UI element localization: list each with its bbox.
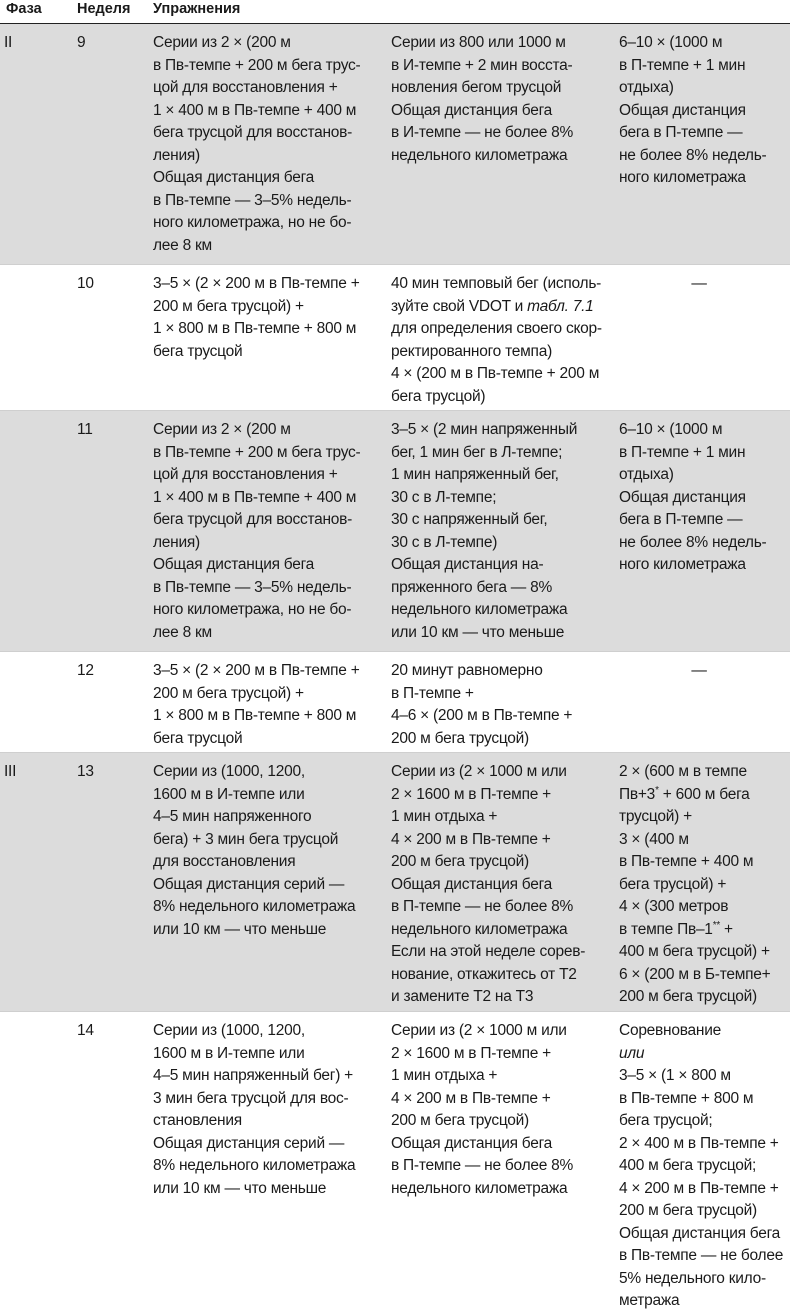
exercise-1-cell: Серии из 2 × (200 м в Пв-темпе + 200 м бега трус- цой для восстановления + 1 × 400 м в Пв-темпе + 400 м бега трусцой для восстанов- ления) Общая дистанция бега в Пв-темпе — 3–5% недель- ного километража, но не бо- лее 8 км [153,421,361,641]
exercise-2-cell: 20 минут равномерно в П-темпе + 4–6 × (200 м в Пв-темпе + 200 м бега трусцой) [391,662,573,747]
header-week: Неделя [77,1,131,17]
exercise-1-cell: 3–5 × (2 × 200 м в Пв-темпе + 200 м бега трусцой) + 1 × 800 м в Пв-темпе + 800 м бега трусцой [153,662,360,747]
exercise-3-cell: 6–10 × (1000 м в П-темпе + 1 мин отдыха) Общая дистанция бега в П-темпе — не более 8% недель- ного километража [619,34,767,186]
week-cell: 14 [77,1022,94,1039]
week-cell: 10 [77,275,94,292]
exercise-3-text: + 600 м бега [658,785,750,803]
exercise-2-cell: Серии из 800 или 1000 м в И-темпе + 2 мин восста- новления бегом трусцой Общая дистанция бега в И-темпе — не более 8% недельного километража [391,34,574,164]
phase-cell: II [4,34,13,51]
exercise-3-line [619,784,770,807]
table-row [0,411,790,652]
table-header [0,0,790,24]
exercise-3-lines: трусцой) + 3 × (400 м в Пв-темпе + 400 м бега трусцой) + 4 × (300 метров [619,808,754,915]
exercise-3-or: или [619,1044,645,1062]
table-row [0,1012,790,1314]
table-row [0,265,790,411]
exercise-2-cell: 3–5 × (2 мин напряженный бег, 1 мин бег в Л-темпе; 1 мин напряженный бег, 30 с в Л-темпе; 30 с напряженный бег, 30 с в Л-темпе) Общая дистанция на- пряженного бега — 8% недельного километража или 10 км — что меньше [391,421,578,641]
exercise-1-cell: Серии из (1000, 1200, 1600 м в И-темпе или 4–5 мин напряженного бега) + 3 мин бега трусцой для восстановления Общая дистанция серий — 8% недельного километража или 10 км — что меньше [153,763,356,938]
exercise-3-line [619,919,770,942]
footnote-marker: * [655,784,659,796]
table-reference-link: табл. 7.1 [527,297,594,315]
week-cell: 12 [77,662,94,679]
week-cell: 11 [77,421,93,438]
exercise-3-cell: — [691,275,707,292]
header-phase: Фаза [6,1,42,17]
exercise-3-line: Соревнование [619,1022,721,1039]
week-cell: 9 [77,34,86,51]
exercise-3-cell: 6–10 × (1000 м в П-темпе + 1 мин отдыха) Общая дистанция бега в П-темпе — не более 8% недель- ного километража [619,421,767,573]
exercise-3-text: Пв+3 [619,785,656,803]
exercise-2-cell [391,273,602,408]
exercise-2-text-a: 40 мин темповый бег (исполь- зуйте свой VDOT и [391,275,602,315]
footnote-marker: ** [712,919,720,931]
exercise-2-cell: Серии из (2 × 1000 м или 2 × 1600 м в П-темпе + 1 мин отдыха + 4 × 200 м в Пв-темпе + 200 м бега трусцой) Общая дистанция бега в П-темпе — не более 8% недельного километража [391,1022,574,1197]
exercise-3-cell: — [691,662,707,679]
header-exercises: Упражнения [153,1,241,17]
table-row [0,753,790,1012]
exercise-3-line: 2 × (600 м в темпе [619,763,747,780]
exercise-1-cell: 3–5 × (2 × 200 м в Пв-темпе + 200 м бега трусцой) + 1 × 800 м в Пв-темпе + 800 м бега трусцой [153,275,360,360]
week-cell: 13 [77,763,94,780]
table-row [0,652,790,753]
table-row [0,24,790,265]
exercise-2-text-b: для определения своего скор- ректированного темпа) 4 × (200 м в Пв-темпе + 200 м бега трусцой) [391,320,602,405]
exercise-1-cell: Серии из 2 × (200 м в Пв-темпе + 200 м бега трус- цой для восстановления + 1 × 400 м в Пв-темпе + 400 м бега трусцой для восстанов- ления) Общая дистанция бега в Пв-темпе — 3–5% недель- ного километража, но не бо- лее 8 км [153,34,361,254]
phase-cell: III [4,763,17,780]
exercise-3-cell [619,761,770,1009]
exercise-3-lines: 400 м бега трусцой) + 6 × (200 м в Б-темпе+ 200 м бега трусцой) [619,943,771,1005]
exercise-3-cell [619,1020,783,1313]
exercise-3-lines: 3–5 × (1 × 800 м в Пв-темпе + 800 м бега трусцой; 2 × 400 м в Пв-темпе + 400 м бега трусцой; 4 × 200 м в Пв-темпе + 200 м бега трусцой) Общая дистанция бега в Пв-темпе — не более 5% недельного кило- метража [619,1067,784,1309]
exercise-3-text: + [719,920,733,938]
exercise-3-text: в темпе Пв–1 [619,920,713,938]
exercise-1-cell: Серии из (1000, 1200, 1600 м в И-темпе или 4–5 мин напряженный бег) + 3 мин бега трусцой для вос- становления Общая дистанция серий — 8% недельного километража или 10 км — что меньше [153,1022,356,1197]
exercise-2-cell: Серии из (2 × 1000 м или 2 × 1600 м в П-темпе + 1 мин отдыха + 4 × 200 м в Пв-темпе + 200 м бега трусцой) Общая дистанция бега в П-темпе — не более 8% недельного километража Если на этой неделе сорев- нование, откажитесь от Т2 и замените Т2 на Т3 [391,763,586,1005]
